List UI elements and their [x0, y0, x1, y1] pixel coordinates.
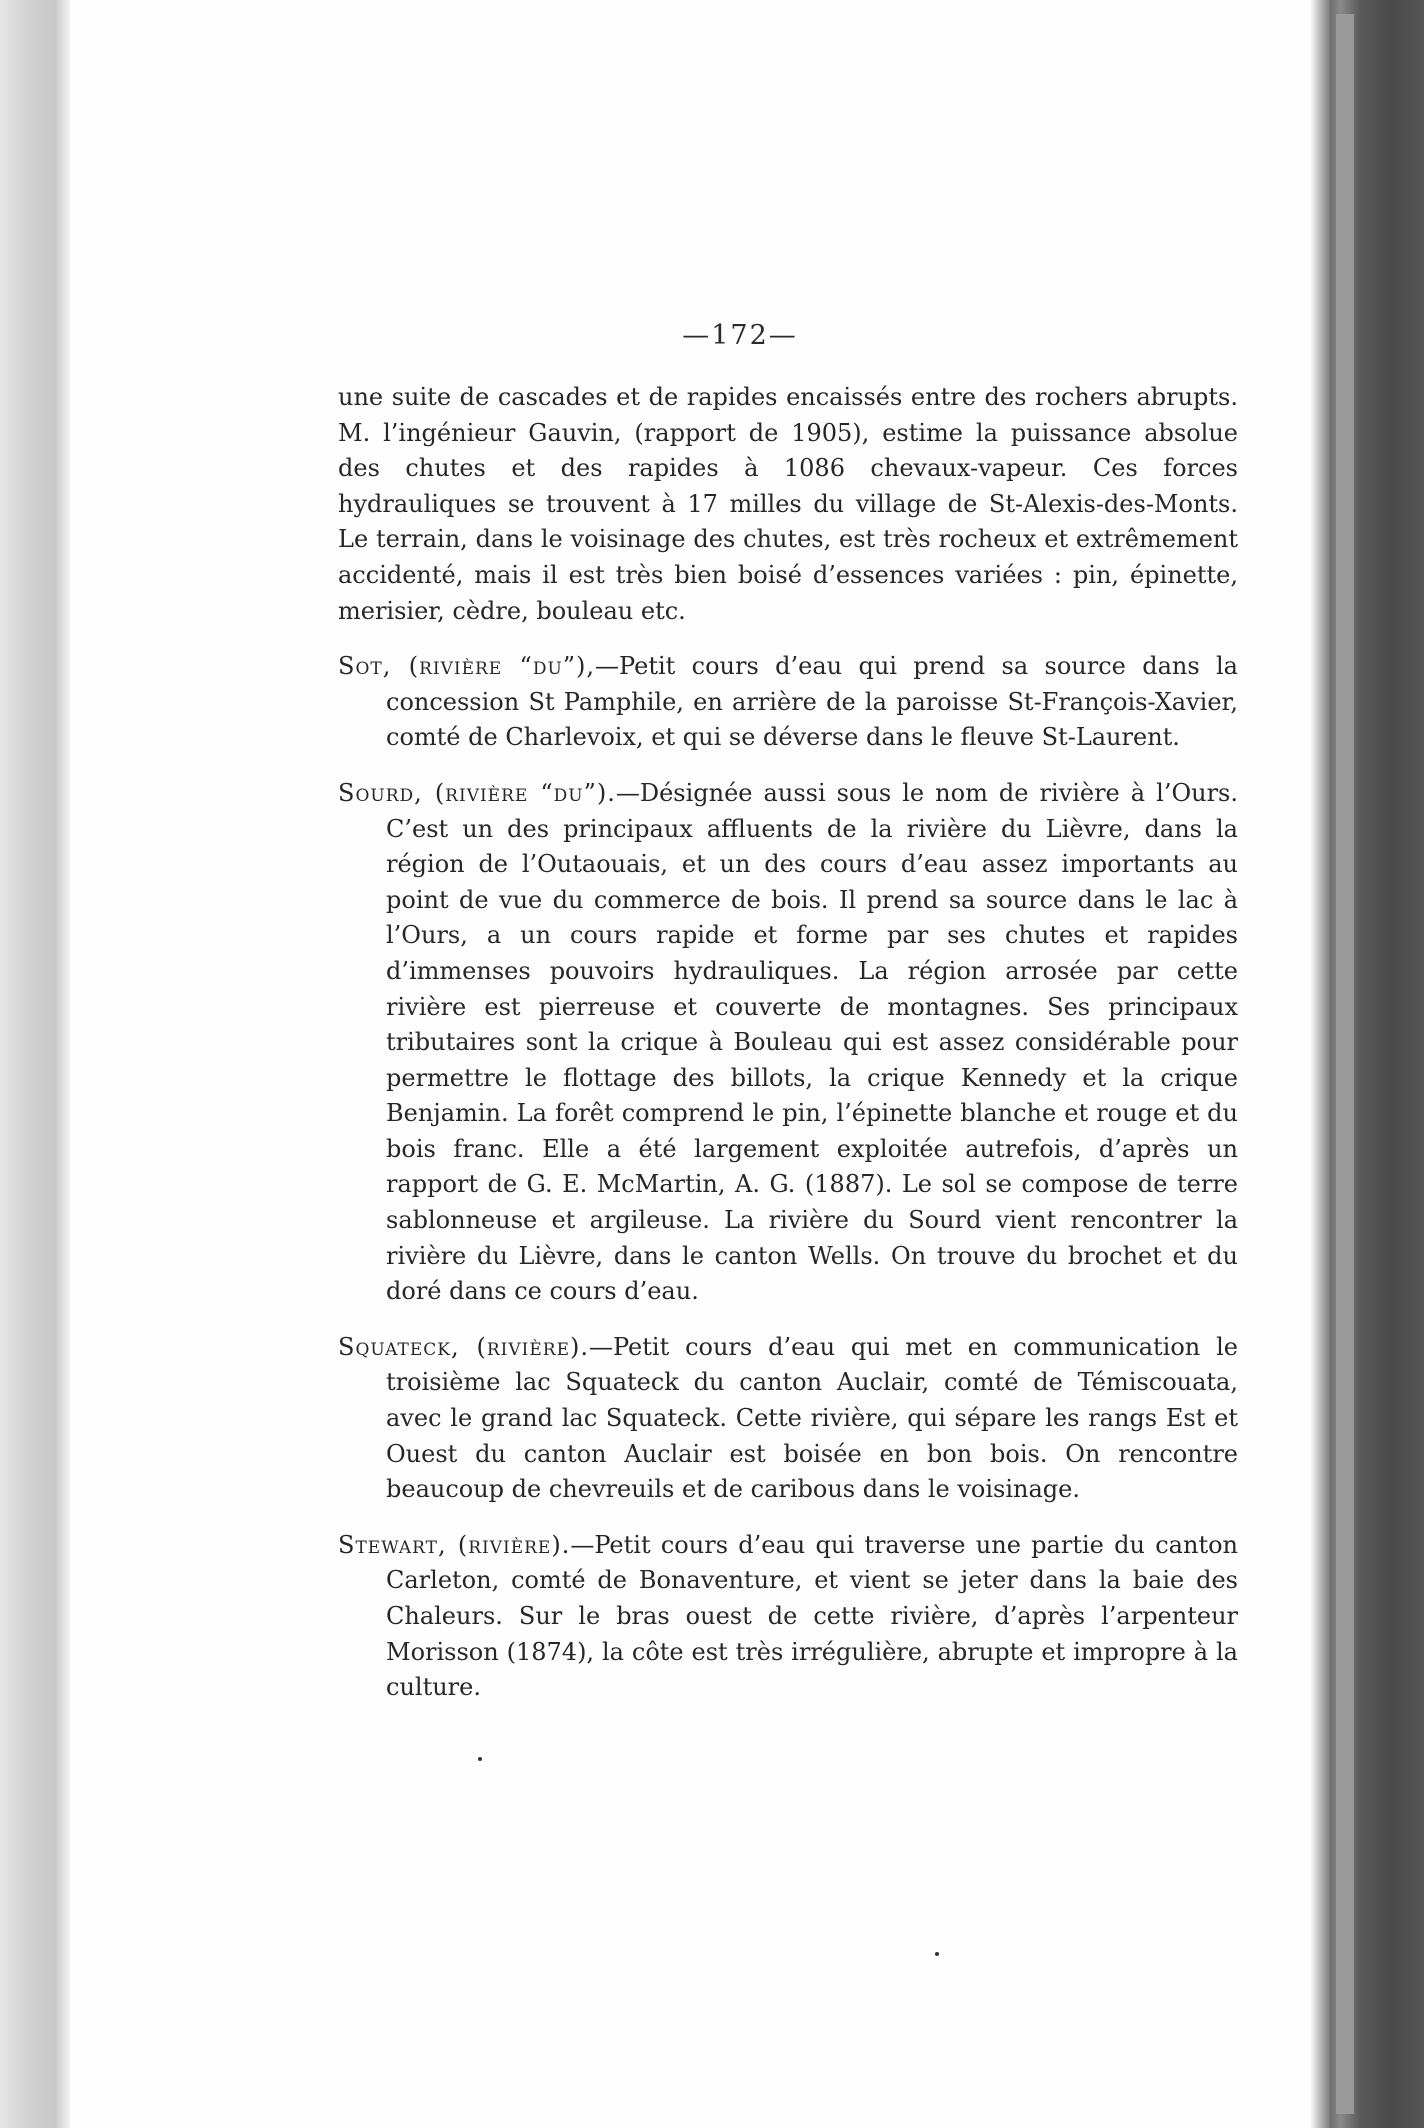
entry-squateck [338, 1330, 1238, 1508]
entry-headword: Sot [338, 652, 383, 681]
entry-body: —Petit cours d’eau qui met en communication le troisième lac Squateck du canton Auclair, comté de Témiscouata, avec le grand lac Squateck. Cette rivière, qui sépare les rangs Est et Ouest du canton Auclair est boisée en bon bois. On rencontre beaucoup de chevreuils et de caribous dans le voisinage. [386, 1332, 1238, 1504]
entry-body: —Petit cours d’eau qui prend sa source dans la concession St Pamphile, en arrière de la paroisse St-François-Xavier, comté de Charlevoix, et qui se déverse dans le fleuve St-Laurent. [386, 652, 1238, 752]
entry-body: —Désignée aussi sous le nom de rivière à l’Ours. C’est un des principaux affluents de la rivière du Lièvre, dans la région de l’Outaouais, et un des cours d’eau assez importants au point de vue du commerce de bois. Il prend sa source dans le lac à l’Ours, a un cours rapide et forme par ses chutes et rapides d’immenses pouvoirs hydrauliques. La région arrosée par cette rivière est pierreuse et couverte de montagnes. Ses principaux tributaires sont la crique à Bouleau qui est assez considérable pour permettre le flottage des billots, la crique Kennedy et la crique Benjamin. La forêt comprend le pin, l’épinette blanche et rouge et du bois franc. Elle a été largement exploitée autrefois, d’après un rapport de G. E. McMartin, A. G. (1887). Le sol se compose de terre sablonneuse et argileuse. La rivière du Sourd vient rencontrer la rivière du Lièvre, dans le canton Wells. On trouve du brochet et du doré dans ce cours d’eau. [386, 778, 1238, 1306]
entry-qualifier: , (rivière “du”), [382, 652, 596, 681]
ink-speck [935, 1952, 939, 1956]
opening-paragraph: une suite de cascades et de rapides encaissés entre des rochers abrupts. M. l’ingénieur Gauvin, (rapport de 1905), estime la puissance absolue des chutes et des rapides à 1086 chevaux-vapeur. Ces forces hydrauliques se trouvent à 17 milles du village de St-Alexis-des-Monts. Le terrain, dans le voisinage des chutes, est très rocheux et extrêmement accidenté, mais il est très bien boisé d’essences variées : pin, épinette, merisier, cèdre, bouleau etc. [338, 383, 1238, 625]
entry-qualifier: , (rivière). [451, 1332, 589, 1361]
ink-speck [478, 1757, 482, 1761]
entry-sot [338, 649, 1238, 756]
entry-headword: Stewart [338, 1530, 438, 1559]
entry-headword: Sourd [338, 778, 415, 807]
entry-body: —Petit cours d’eau qui traverse une partie du canton Carleton, comté de Bonaventure, et vient se jeter dans la baie des Chaleurs. Sur le bras ouest de cette rivière, d’après l’arpenteur Morisson (1874), la côte est très irrégulière, abrupte et impropre à la culture. [386, 1530, 1238, 1702]
entry-qualifier: , (rivière). [437, 1530, 571, 1559]
page-number: —172— [682, 320, 798, 351]
entry-headword: Squateck [338, 1332, 451, 1361]
entry-stewart [338, 1528, 1238, 1706]
entry-qualifier: , (rivière “du”). [414, 778, 616, 807]
entry-sourd [338, 776, 1238, 1310]
body-text [338, 380, 1238, 1706]
